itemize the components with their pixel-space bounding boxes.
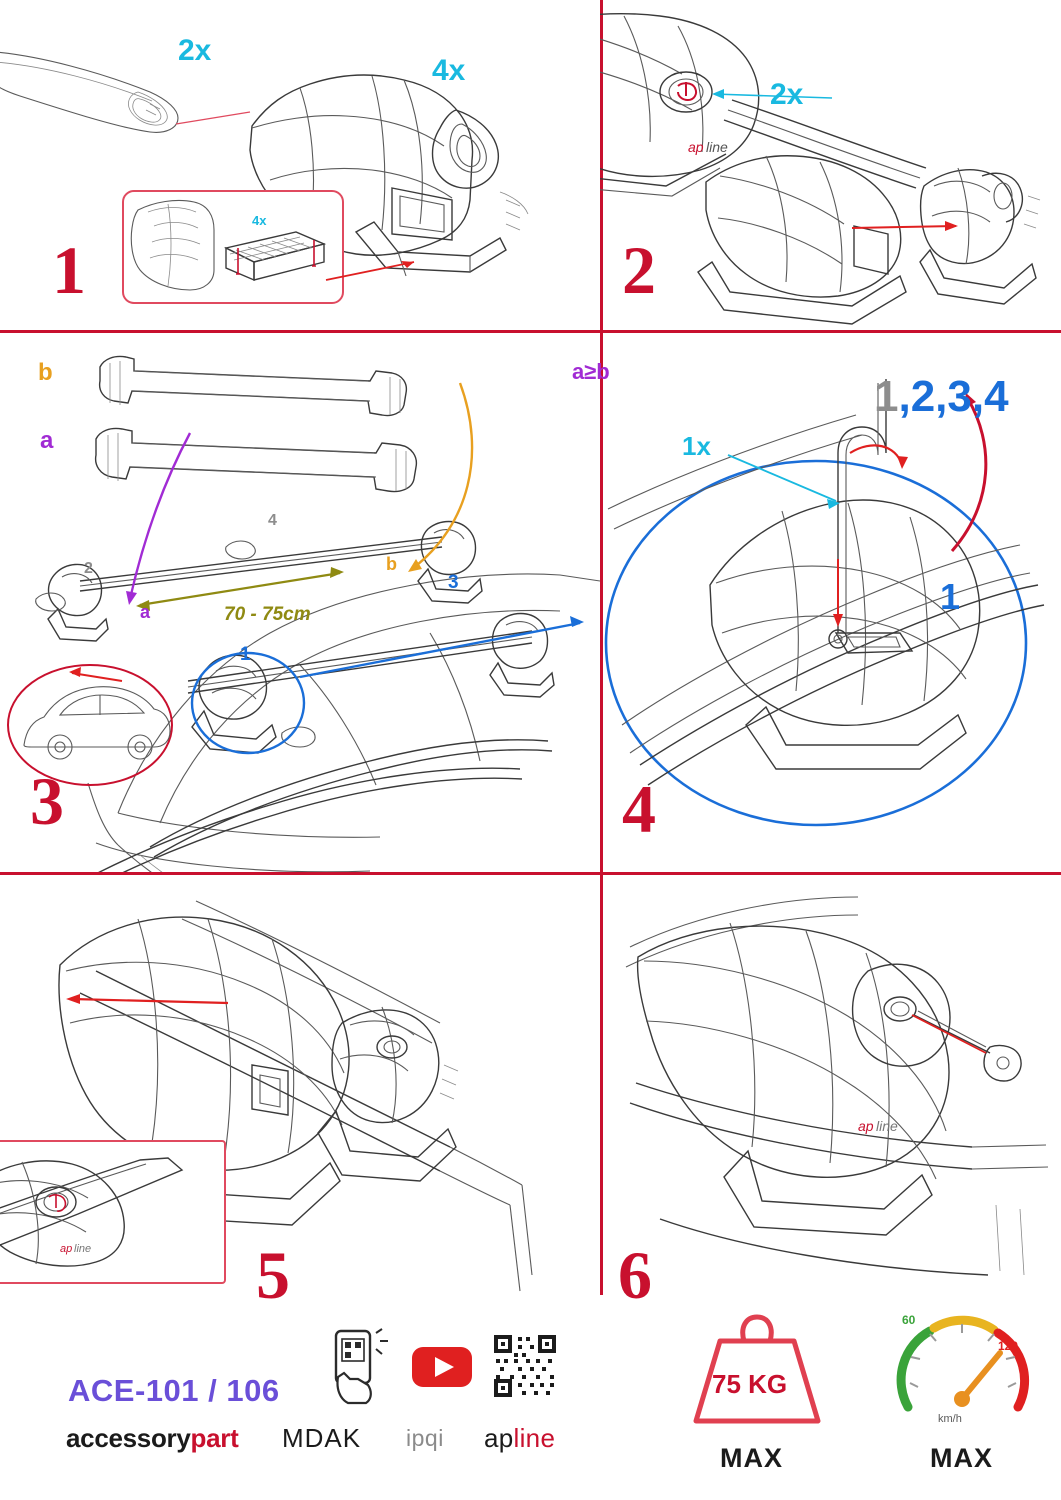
step-3-bar-a-label: a xyxy=(40,427,54,454)
step-4-condition-label: a≥b xyxy=(572,359,610,384)
step-3-position-3-label: 3 xyxy=(448,572,459,593)
step-1-number: 1 xyxy=(52,232,87,308)
step-3-number: 3 xyxy=(30,763,65,839)
step-3-dim-b-label: b xyxy=(386,554,397,574)
step-3-position-2-label: 2 xyxy=(84,560,93,577)
brand-ipqi: ipqi xyxy=(406,1425,444,1451)
step-6-number: 6 xyxy=(618,1237,653,1313)
svg-text:ap: ap xyxy=(858,1118,874,1134)
step-5-inset-illustration xyxy=(0,1142,220,1278)
sequence-rest: ,2,3,4 xyxy=(898,372,1009,421)
step-1-inset-qty-label: 4x xyxy=(252,213,267,228)
brand-apline xyxy=(484,1423,555,1454)
step-1-inset-arrow xyxy=(318,240,438,300)
step-3-bar-b-label: b xyxy=(38,359,53,386)
model-code: ACE-101 / 106 xyxy=(68,1373,280,1408)
step-2-number: 2 xyxy=(622,232,657,308)
svg-text:line: line xyxy=(74,1243,92,1255)
step-4-sequence-label xyxy=(874,372,1009,421)
step-1-inset-box xyxy=(122,190,344,304)
brand-mdak: MDAK xyxy=(282,1423,362,1453)
step-2-illustration xyxy=(600,0,1061,330)
svg-text:ap: ap xyxy=(688,139,704,155)
gauge-min-tick: 60 xyxy=(902,1313,916,1327)
step-4-panel xyxy=(572,333,1061,872)
step-3-spacing-label: 70 - 75cm xyxy=(224,604,311,625)
step-5-number: 5 xyxy=(256,1237,291,1313)
step-3-dim-a-label: a xyxy=(140,602,151,622)
gauge-max-tick: 120 xyxy=(998,1339,1019,1353)
step-6-illustration xyxy=(600,875,1061,1295)
qr-code-icon[interactable] xyxy=(492,1333,558,1399)
step-1-inset-illustration xyxy=(124,192,338,298)
step-3-panel xyxy=(0,333,600,872)
qr-phone-icon[interactable] xyxy=(314,1327,400,1407)
step-3-illustration xyxy=(0,333,600,872)
brand-accessorypart-part1: accessory xyxy=(66,1423,191,1453)
step-4-number: 4 xyxy=(622,771,657,847)
footer xyxy=(0,1295,1061,1500)
brand-accessorypart-part2: part xyxy=(190,1423,239,1453)
max-load-value: 75 KG xyxy=(712,1369,788,1399)
step-5-inset-box xyxy=(0,1140,226,1284)
step-4-torque-order-label: 1 xyxy=(940,576,961,617)
brand-accessorypart xyxy=(66,1423,238,1454)
step-6-panel xyxy=(600,875,1061,1313)
step-5-panel xyxy=(0,875,600,1313)
step-1-panel xyxy=(0,0,600,330)
max-load-label: MAX xyxy=(720,1443,783,1473)
max-speed-label: MAX xyxy=(930,1443,993,1473)
step-4-qty-label: 1x xyxy=(682,431,711,461)
brand-apline-part1: ap xyxy=(484,1423,514,1453)
gauge-unit-label: km/h xyxy=(938,1413,962,1425)
sequence-first: 1 xyxy=(874,372,899,421)
svg-text:ap: ap xyxy=(60,1243,73,1255)
step-3-position-1-label: 1 xyxy=(240,644,251,665)
svg-text:line: line xyxy=(706,139,728,155)
brand-apline-part2: line xyxy=(513,1423,556,1453)
step-1-qty-foot-label: 4x xyxy=(432,54,466,87)
youtube-icon[interactable] xyxy=(410,1343,474,1389)
step-3-position-4-label: 4 xyxy=(268,512,277,529)
step-2-panel xyxy=(600,0,1061,330)
step-1-qty-bar-label: 2x xyxy=(178,34,212,67)
svg-text:line: line xyxy=(876,1118,898,1134)
step-2-qty-label: 2x xyxy=(770,78,804,111)
